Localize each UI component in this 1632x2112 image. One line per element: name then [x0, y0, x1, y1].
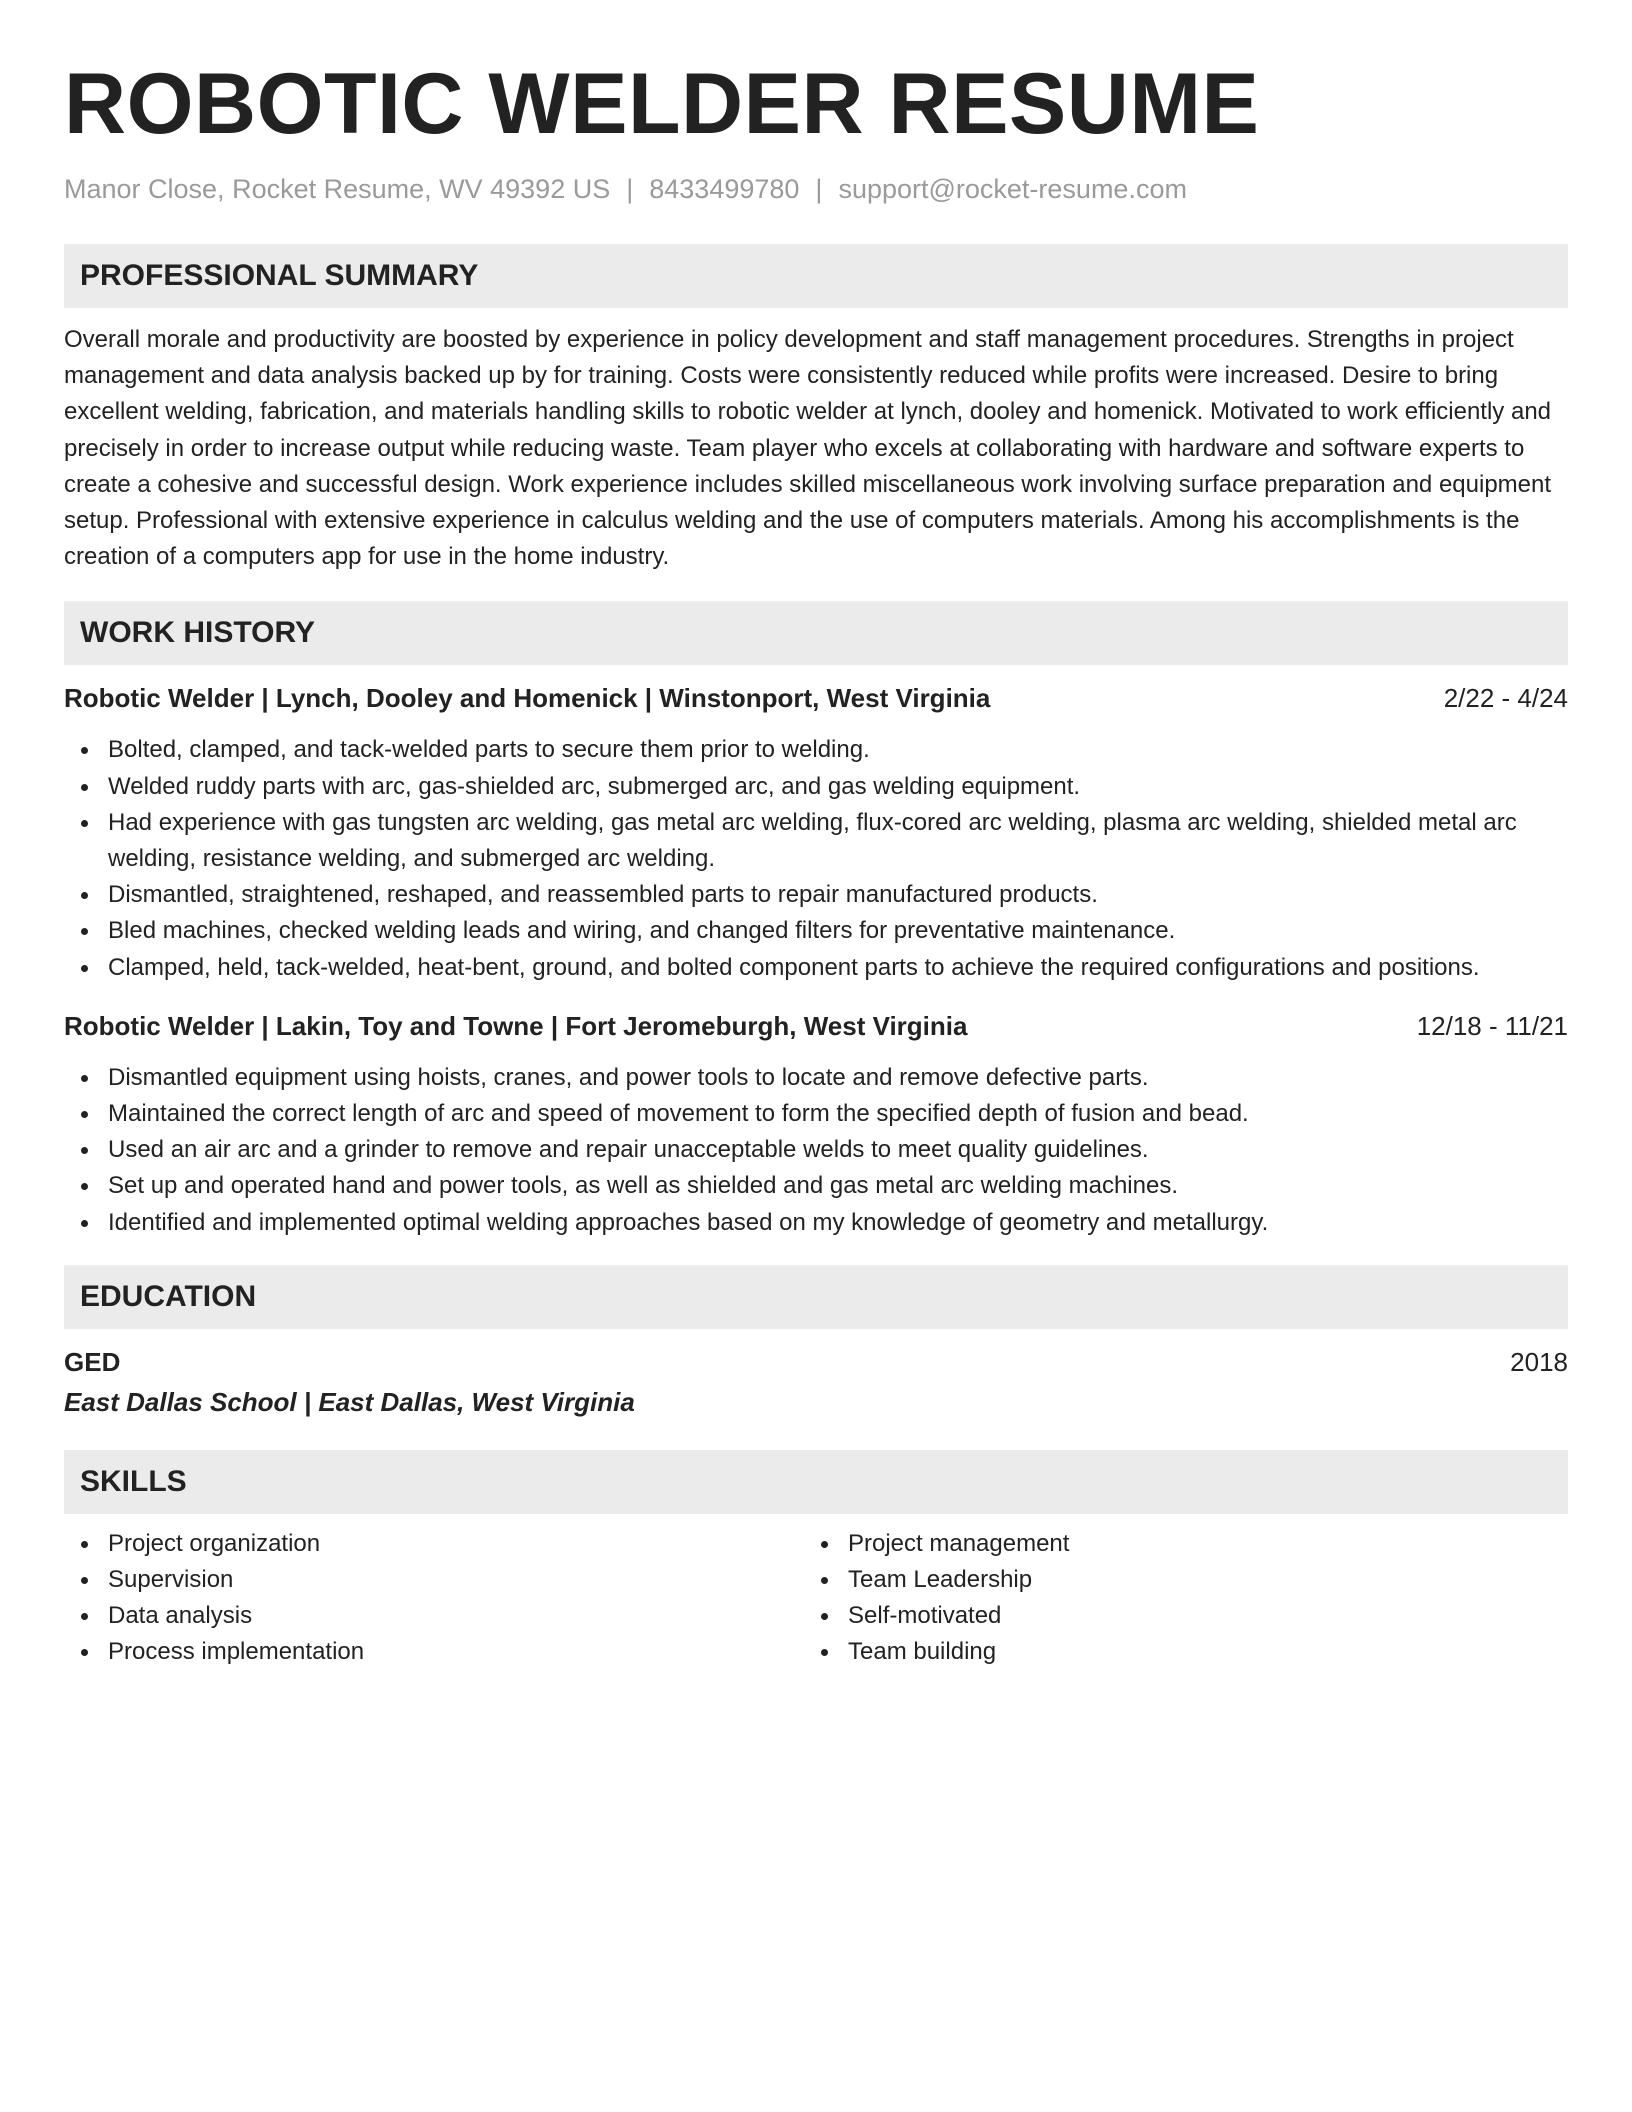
- section-header-skills: SKILLS: [64, 1450, 1568, 1514]
- job-header: [64, 680, 1568, 716]
- contact-line: [64, 172, 1568, 206]
- job-entry: [64, 1008, 1568, 1241]
- skill-item: Process implementation: [64, 1634, 804, 1670]
- section-header-education: EDUCATION: [64, 1265, 1568, 1329]
- job-bullet: Had experience with gas tungsten arc welding, gas metal arc welding, flux-cored arc welding, plasma arc welding, shielded metal arc welding, resistance welding, and submerged arc welding.: [64, 805, 1568, 877]
- skill-item: Data analysis: [64, 1598, 804, 1634]
- section-header-work: WORK HISTORY: [64, 601, 1568, 665]
- job-header: [64, 1008, 1568, 1044]
- contact-separator: |: [815, 174, 823, 204]
- education-entry: [64, 1344, 1568, 1420]
- skills-grid: [64, 1526, 1568, 1671]
- job-bullet: Clamped, held, tack-welded, heat-bent, ground, and bolted component parts to achieve the required configurations and positions.: [64, 950, 1568, 986]
- skill-item: Self-motivated: [804, 1598, 1544, 1634]
- education-degree: GED: [64, 1346, 121, 1377]
- section-header-summary: PROFESSIONAL SUMMARY: [64, 244, 1568, 308]
- job-bullet: Maintained the correct length of arc and speed of movement to form the specified depth of fusion and bead.: [64, 1096, 1568, 1132]
- job-bullets: [64, 1060, 1568, 1241]
- skill-item: Project organization: [64, 1526, 804, 1562]
- job-bullet: Identified and implemented optimal welding approaches based on my knowledge of geometry and metallurgy.: [64, 1205, 1568, 1241]
- resume-name: ROBOTIC WELDER RESUME: [64, 56, 1260, 152]
- job-bullet: Welded ruddy parts with arc, gas-shielded arc, submerged arc, and gas welding equipment.: [64, 769, 1568, 805]
- skills-column-left: [64, 1526, 804, 1671]
- job-bullet: Dismantled equipment using hoists, cranes, and power tools to locate and remove defective parts.: [64, 1060, 1568, 1096]
- contact-phone: 8433499780: [649, 174, 800, 204]
- skill-item: Team Leadership: [804, 1562, 1544, 1598]
- job-title: Robotic Welder | Lakin, Toy and Towne | Fort Jeromeburgh, West Virginia: [64, 1010, 968, 1041]
- education-header: [64, 1344, 1568, 1380]
- job-bullet: Dismantled, straightened, reshaped, and reassembled parts to repair manufactured products.: [64, 877, 1568, 913]
- job-bullet: Bolted, clamped, and tack-welded parts to secure them prior to welding.: [64, 732, 1568, 768]
- job-bullet: Set up and operated hand and power tools, as well as shielded and gas metal arc welding machines.: [64, 1168, 1568, 1204]
- summary-text: Overall morale and productivity are boosted by experience in policy development and staff management procedures. Strengths in project management and data analysis backed up by for training. Costs were consistently reduced while profits were increased. Desire to bring excellent welding, fabrication, and materials handling skills to robotic welder at lynch, dooley and homenick. Motivated to work efficiently and precisely in order to increase output while reducing waste. Team player who excels at collaborating with hardware and software experts to create a cohesive and successful design. Work experience includes skilled miscellaneous work involving surface preparation and equipment setup. Professional with extensive experience in calculus welding and the use of computers materials. Among his accomplishments is the creation of a computers app for use in the home industry.: [64, 326, 1552, 571]
- education-school: East Dallas School | East Dallas, West Virginia: [64, 1386, 635, 1417]
- job-title: Robotic Welder | Lynch, Dooley and Homenick | Winstonport, West Virginia: [64, 683, 991, 714]
- education-year: 2018: [1510, 1346, 1568, 1377]
- skill-item: Project management: [804, 1526, 1544, 1562]
- job-dates: 2/22 - 4/24: [1443, 683, 1568, 714]
- contact-email: support@rocket-resume.com: [838, 174, 1187, 204]
- skills-column-right: [804, 1526, 1544, 1671]
- job-bullet: Bled machines, checked welding leads and wiring, and changed filters for preventative maintenance.: [64, 913, 1568, 949]
- job-entry: [64, 680, 1568, 985]
- skill-item: Team building: [804, 1634, 1544, 1670]
- job-bullet: Used an air arc and a grinder to remove and repair unacceptable welds to meet quality guidelines.: [64, 1132, 1568, 1168]
- contact-address: Manor Close, Rocket Resume, WV 49392 US: [64, 174, 611, 204]
- skill-item: Supervision: [64, 1562, 804, 1598]
- job-dates: 12/18 - 11/21: [1416, 1010, 1568, 1041]
- job-bullets: [64, 732, 1568, 985]
- contact-separator: |: [626, 174, 634, 204]
